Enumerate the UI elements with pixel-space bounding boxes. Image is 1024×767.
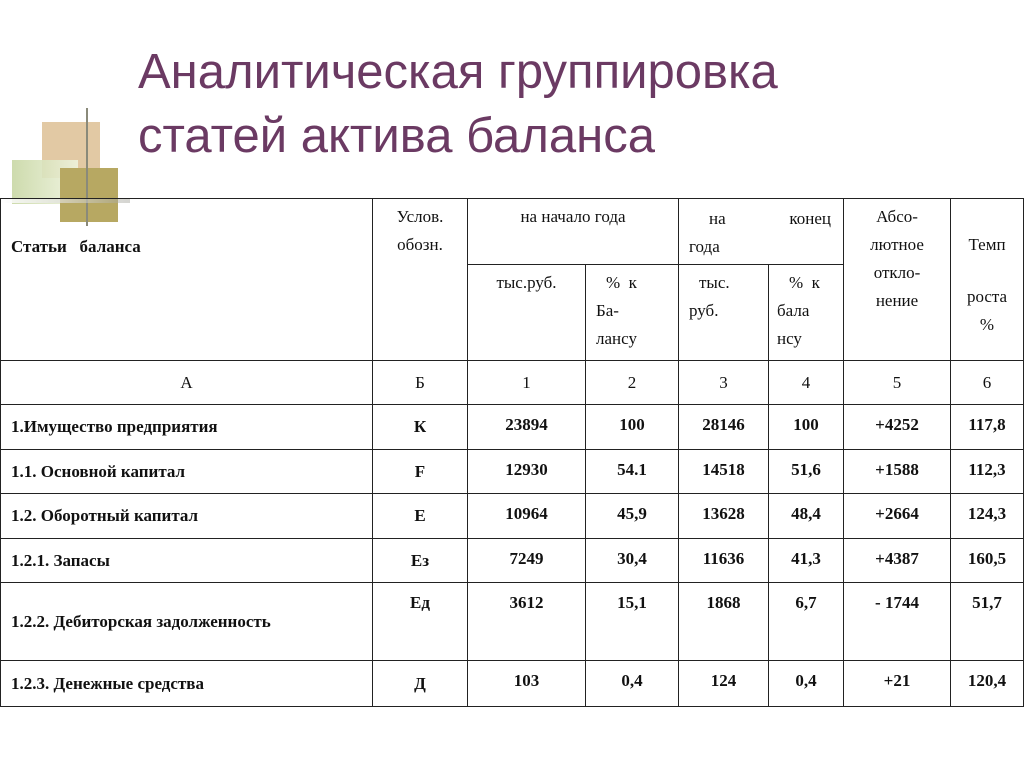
row-value-5: +4252 <box>844 405 951 450</box>
row-value-3: 11636 <box>679 539 769 583</box>
row-value-2: 45,9 <box>586 494 679 539</box>
header-end-year <box>679 199 844 265</box>
row-label: 1.2.2. Дебиторская задолженность <box>1 583 373 661</box>
row-value-6: 160,5 <box>951 539 1024 583</box>
header-abs-l3: откло- <box>873 263 921 282</box>
row-label: 1.Имущество предприятия <box>1 405 373 450</box>
header-start-rub-text: тыс.руб. <box>496 273 557 292</box>
row-value-2: 0,4 <box>586 661 679 707</box>
header-items-text: Статьи баланса <box>11 237 141 256</box>
index-cell-5: 5 <box>844 361 951 405</box>
table-row <box>1 450 1024 494</box>
index-cell-a: А <box>1 361 373 405</box>
index-cell-3: 3 <box>679 361 769 405</box>
header-items <box>1 199 373 361</box>
row-value-2: 30,4 <box>586 539 679 583</box>
row-symbol: Ед <box>373 583 468 661</box>
row-value-6: 120,4 <box>951 661 1024 707</box>
header-rate-l3: % <box>979 315 995 334</box>
index-cell-b: Б <box>373 361 468 405</box>
row-value-2: 15,1 <box>586 583 679 661</box>
header-end-konec: конец <box>789 209 832 228</box>
row-value-1: 7249 <box>468 539 586 583</box>
slide-title <box>138 40 778 168</box>
title-line-2: статей актива баланса <box>138 109 655 163</box>
header-start-pct-l3: лансу <box>596 329 637 348</box>
row-symbol: К <box>373 405 468 450</box>
index-row <box>1 361 1024 405</box>
table-row <box>1 661 1024 707</box>
row-value-4: 41,3 <box>769 539 844 583</box>
row-symbol: F <box>373 450 468 494</box>
row-label: 1.2. Оборотный капитал <box>1 494 373 539</box>
header-start-pct-l1: % к <box>606 273 637 292</box>
header-symbol <box>373 199 468 361</box>
row-value-6: 117,8 <box>951 405 1024 450</box>
row-value-6: 112,3 <box>951 450 1024 494</box>
row-value-5: +21 <box>844 661 951 707</box>
row-value-4: 6,7 <box>769 583 844 661</box>
balance-table <box>0 198 1024 707</box>
row-label: 1.1. Основной капитал <box>1 450 373 494</box>
header-end-na: на <box>709 209 726 228</box>
header-end-rub-l1: тыс. <box>699 273 730 292</box>
index-cell-2: 2 <box>586 361 679 405</box>
row-value-5: +4387 <box>844 539 951 583</box>
row-value-4: 51,6 <box>769 450 844 494</box>
header-end-pct-l1: % к <box>789 273 820 292</box>
header-start-rub <box>468 265 586 361</box>
header-end-goda: года <box>689 237 720 256</box>
header-symbol-l2: обозн. <box>397 235 443 254</box>
row-value-4: 48,4 <box>769 494 844 539</box>
row-value-6: 124,3 <box>951 494 1024 539</box>
row-value-4: 0,4 <box>769 661 844 707</box>
table-row <box>1 539 1024 583</box>
header-row-1 <box>1 199 1024 265</box>
row-value-1: 12930 <box>468 450 586 494</box>
table-row <box>1 405 1024 450</box>
header-end-pct-l3: нсу <box>777 329 802 348</box>
header-end-rub-l2: руб. <box>689 301 719 320</box>
row-symbol: E <box>373 494 468 539</box>
table-row <box>1 494 1024 539</box>
row-value-1: 3612 <box>468 583 586 661</box>
index-cell-1: 1 <box>468 361 586 405</box>
row-value-3: 13628 <box>679 494 769 539</box>
header-symbol-l1: Услов. <box>396 207 444 226</box>
row-value-6: 51,7 <box>951 583 1024 661</box>
row-symbol: Д <box>373 661 468 707</box>
row-value-2: 100 <box>586 405 679 450</box>
row-value-5: - 1744 <box>844 583 951 661</box>
row-label: 1.2.1. Запасы <box>1 539 373 583</box>
row-value-5: +2664 <box>844 494 951 539</box>
row-value-1: 10964 <box>468 494 586 539</box>
title-line-1: Аналитическая группировка <box>138 45 778 99</box>
row-symbol: Ез <box>373 539 468 583</box>
row-value-4: 100 <box>769 405 844 450</box>
row-value-3: 28146 <box>679 405 769 450</box>
index-cell-4: 4 <box>769 361 844 405</box>
row-value-1: 23894 <box>468 405 586 450</box>
row-label: 1.2.3. Денежные средства <box>1 661 373 707</box>
header-abs-l2: лютное <box>870 235 924 254</box>
index-cell-6: 6 <box>951 361 1024 405</box>
header-end-pct-l2: бала <box>777 301 810 320</box>
header-end-rub <box>679 265 769 361</box>
row-value-3: 1868 <box>679 583 769 661</box>
header-abs-l4: нение <box>875 291 919 310</box>
header-abs-deviation <box>844 199 951 361</box>
header-start-year <box>468 199 679 265</box>
row-value-5: +1588 <box>844 450 951 494</box>
header-growth-rate <box>951 199 1024 361</box>
header-start-pct <box>586 265 679 361</box>
row-value-3: 124 <box>679 661 769 707</box>
row-value-1: 103 <box>468 661 586 707</box>
table-row <box>1 583 1024 661</box>
header-start-pct-l2: Ба- <box>596 301 619 320</box>
row-value-2: 54.1 <box>586 450 679 494</box>
header-end-pct <box>769 265 844 361</box>
header-start-year-text: на начало года <box>520 207 626 226</box>
header-abs-l1: Абсо- <box>876 207 918 226</box>
header-rate-l2: роста <box>966 287 1008 306</box>
row-value-3: 14518 <box>679 450 769 494</box>
header-rate-l1: Темп <box>968 235 1006 254</box>
